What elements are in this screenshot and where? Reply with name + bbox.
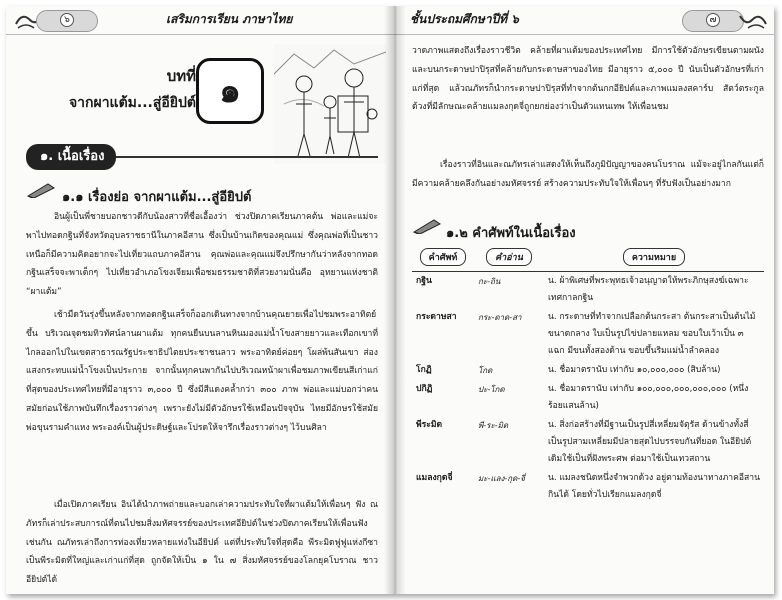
chapter-number: ๑ xyxy=(219,71,241,111)
paragraph: วาดภาพแสดงถึงเรื่องราวชีวิต คล้ายที่ผาแต้มของประเทศไทย มีการใช้ตัวอักษรเขียนตามผนังและบนกระดาษปาปิรุสที่คล้ายกับกระดาษสาของไทย มีอายุราว ๕,๐๐๐ ปี นับเป็นตัวอักษรที่เก่าแก่ที่สุด แล้วณภัทรก็นำกระดาษปาปิรุสที่ทำจากต้นกกอียิปต์และภาพแมลงสคาร์บ สัตว์ตระกูลด้วงที่มีลักษณะคล้ายแมลงกุดจี่ถูกยกย่องว่าเป็นตัวแทนเทพ ให้เพื่อนชม xyxy=(412,46,764,113)
chapter-label: บทที่ xyxy=(166,67,196,85)
section-rule xyxy=(116,156,378,158)
vocab-row xyxy=(412,416,764,469)
right-page xyxy=(394,6,774,594)
paragraph: อินผู้เป็นพี่ชายบอกชาวดีกับน้องสาวที่ชื่อเอื้องว่า ช่วงปิดภาคเรียนภาคต้น พ่อและแม่จะพาไปทอดกฐินที่จังหวัดอุบลราชธานีในภาคอีสาน ซึ่งเป็นบ้านเกิดของคุณแม่ ซึ่งคุณพ่อที่เป็นชาวเหนือก็มีความคิดอยากจะไปเที่ยวแถบภาคอีสาน คุณพ่อและคุณแม่จึงปรึกษากันว่าหลังจากทอดกฐินเสร็จจะพาเด็กๆ ไปเที่ยวอำเภอโขงเจียมเพื่อชมธรรมชาติที่สวยงามนั่นคือ อุทยานแห่งชาติ “ผาแต้ม” xyxy=(26,212,378,298)
vocab-meaning: น. ชื่อมาตรานับ เท่ากับ ๑๐๐,๐๐๐,๐๐๐,๐๐๐,๐๐๐ (หนึ่งร้อยแสนล้าน) xyxy=(548,383,749,411)
chapter-number-badge xyxy=(196,58,264,124)
chapter-title xyxy=(56,64,196,114)
chapter-name: จากผาแต้ม...สู่อียิปต์ xyxy=(68,95,196,111)
vocab-row xyxy=(412,308,764,361)
paragraph: เรื่องราวที่อินและณภัทรเล่าแสดงให้เห็นถึงภูมิปัญญาของคนโบราณ แม้จะอยู่ไกลกันแต่ก็มีความคล้ายคลึงกันอย่างมหัศจรรย์ สร้างความประทับใจให้เพื่อนๆ ที่รับฟังเป็นอย่างมาก xyxy=(412,160,764,189)
vocab-meaning: น. ชื่อมาตรานับ เท่ากับ ๑๐,๐๐๐,๐๐๐ (สิบล้าน) xyxy=(548,364,721,375)
vocab-reading: พี-ระ-มิด xyxy=(478,420,509,430)
pencil-icon xyxy=(412,218,442,234)
vocab-word: แมลงกุดจี่ xyxy=(416,472,453,483)
column-header: คำศัพท์ xyxy=(412,246,474,268)
vocab-row xyxy=(412,380,764,416)
paragraph: เช้ามืดวันรุ่งขึ้นหลังจากทอดกฐินเสร็จก็ออกเดินทางจากบ้านคุณยายเพื่อไปชมพระอาทิตย์ขึ้น บริเวณจุดชมทิวทัศน์ลานผาแต้ม ทุกคนยืนบนลานหินมองแม่น้ำโขงสายยาวและเทือกเขาที่ไกลออกไปในเขตสาธารณรัฐประชาธิปไตยประชาชนลาว พระอาทิตย์ค่อยๆ โผล่พ้นสันเขา ส่องแสงกระทบแม่น้ำโขงเป็นประกาย จากนั้นทุกคนพากันไปบริเวณหน้าผาเพื่อชมภาพเขียนสีเก่าแก่ที่สุดของประเทศไทยที่มีอายุราว ๓,๐๐๐ ปี ซึ่งมีสีแดงคล้ำกว่า ๓๐๐ ภาพ พ่อและแม่บอกว่าคนสมัยก่อนใช้ภาพบันทึกเรื่องราวต่างๆ เพราะยังไม่มีตัวอักษรใช้เหมือนปัจจุบัน ไทยมีอักษรใช้สมัยพ่อขุนรามคำแหง พระองค์เป็นผู้ประดิษฐ์และโปรดให้จารึกเรื่องราวต่างๆ ไว้บนศิลา xyxy=(26,310,378,433)
pencil-icon xyxy=(26,182,56,198)
vocab-word: โกฏิ xyxy=(416,364,432,375)
vocab-reading: กะ-ถิน xyxy=(478,276,501,286)
page-number: ๗ xyxy=(706,13,720,27)
page-header: ชั้นประถมศึกษาปีที่ ๖ xyxy=(410,12,519,26)
book-gutter xyxy=(384,6,406,594)
vocab-word: กระดาษสา xyxy=(416,311,457,322)
subsection-heading: ๑.๑ เรื่องย่อ จากผาแต้ม...สู่อียิปต์ xyxy=(62,190,252,205)
page-number: ๖ xyxy=(60,13,74,27)
vocab-row xyxy=(412,271,764,308)
book-spread xyxy=(6,6,774,594)
vocabulary-table xyxy=(412,246,764,505)
family-illustration xyxy=(274,44,386,164)
vocab-reading: กระ-ดาด-สา xyxy=(478,312,522,322)
vocab-meaning: น. สิ่งก่อสร้างที่มีฐานเป็นรูปสี่เหลี่ยมจัตุรัส ด้านข้างทั้งสี่เป็นรูปสามเหลี่ยมมีปลายสุดไปบรรจบกันที่ยอด ในอียิปต์เดิมใช้เป็นที่ฝังพระศพ ต่อมาใช้เป็นเทวสถาน xyxy=(548,419,752,464)
subsection-heading: ๑.๒ คำศัพท์ในเนื้อเรื่อง xyxy=(446,226,576,241)
vocab-meaning: น. แมลงชนิดหนึ่งจำพวกด้วง อยู่ตามท้องนาทางภาคอีสาน กินได้ โดยทั่วไปเรียกแมลงกุดจี่ xyxy=(548,472,760,500)
vocab-reading: โกด xyxy=(478,365,493,375)
vocab-row xyxy=(412,469,764,505)
left-page xyxy=(6,6,394,594)
page-header: เสริมการเรียน ภาษาไทย xyxy=(166,12,293,26)
vocab-row xyxy=(412,361,764,380)
vocab-word: พีระมิด xyxy=(416,419,443,430)
column-header: คำอ่าน xyxy=(474,246,544,268)
vocab-reading: มะ-แลง-กุด-จี่ xyxy=(478,473,525,483)
vocab-reading: ปะ-โกด xyxy=(478,384,505,394)
ornament-right-icon xyxy=(738,10,768,32)
vocab-word: กฐิน xyxy=(416,275,432,286)
paragraph: เมื่อเปิดภาคเรียน อินได้นำภาพถ่ายและบอกเล่าความประทับใจที่ผาแต้มให้เพื่อนๆ ฟัง ณภัทรก็เล่าประสบการณ์ที่ตนไปชมสิ่งมหัศจรรย์ของประเทศอียิปต์ในช่วงปิดภาคเรียนให้เพื่อนฟังเช่นกัน ณภัทรเล่าถึงการท่องเที่ยวหลายแห่งในอียิปต์ แต่ที่ประทับใจที่สุดคือ พีระมิดฟูฟูแห่งกีซา เป็นพีระมิดที่ใหญ่และเก่าแก่ที่สุด ถูกจัดให้เป็น ๑ ใน ๗ สิ่งมหัศจรรย์ของโลกยุคโบราณ ชาวอียิปต์ได้ xyxy=(26,500,378,586)
section-heading: ๑. เนื้อเรื่อง xyxy=(26,144,116,170)
header-rule xyxy=(394,34,774,35)
column-header: ความหมาย xyxy=(544,246,764,268)
header-rule xyxy=(6,34,394,35)
vocab-meaning: น. ผ้าพิเศษที่พระพุทธเจ้าอนุญาตให้พระภิกษุสงฆ์เฉพาะเทศกาลกฐิน xyxy=(548,275,749,303)
vocab-word: ปกิฏิ xyxy=(416,383,433,394)
vocab-meaning: น. กระดาษที่ทำจากเปลือกต้นกระสา ต้นกระสาเป็นต้นไม้ขนาดกลาง ใบเป็นรูปไข่ปลายแหลม ขอบใบเว้าเป็น ๓ แฉก มีขนทั้งสองด้าน ขอบขึ้นริมแม่น้ำลำคลอง xyxy=(548,311,756,356)
